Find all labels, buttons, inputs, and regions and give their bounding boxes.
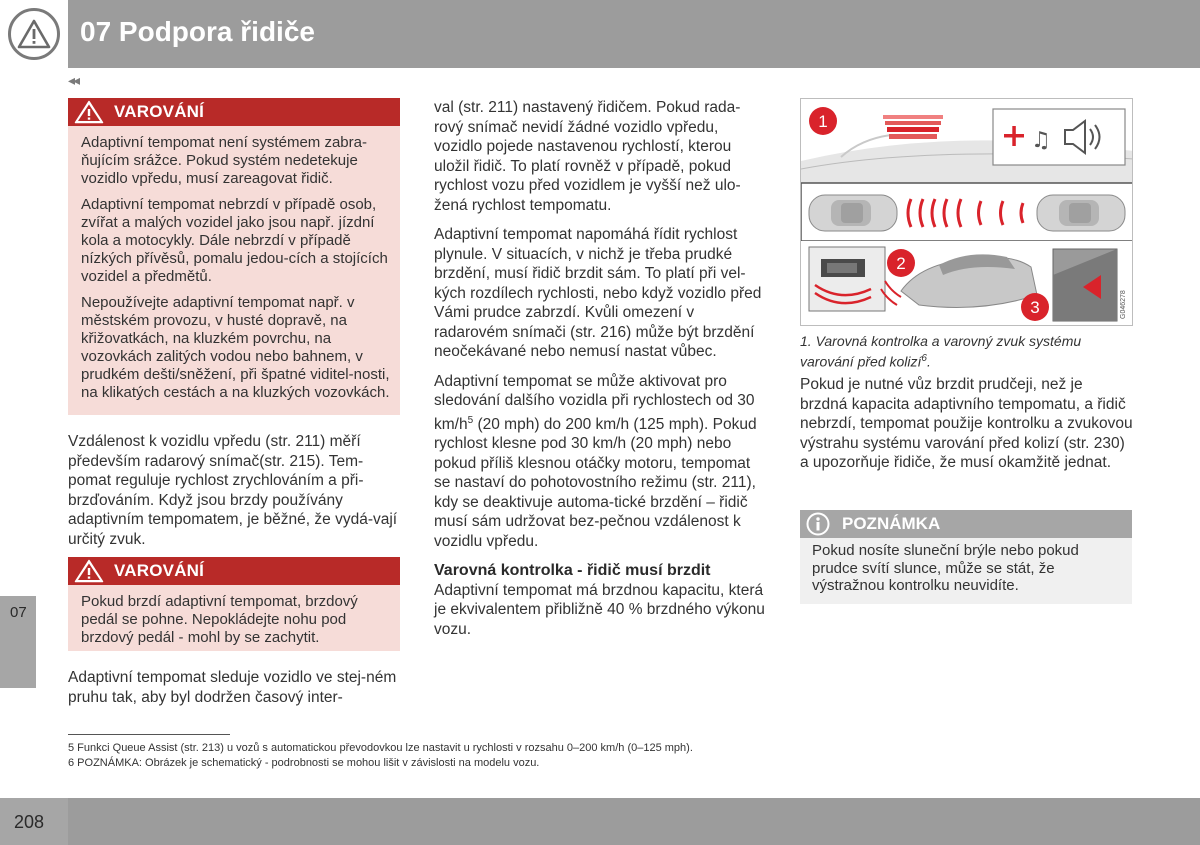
warning-paragraph: Adaptivní tempomat není systémem zabra-ňujícím srážce. Pokud systém nedetekuje vozidlo vpředu, musí zareagovat řidič. bbox=[81, 134, 367, 187]
body-paragraph: Vzdálenost k vozidlu vpředu (str. 211) měří především radarový snímač(str. 215). Tem-pomat reguluje rychlost zrychlováním a při-brzďováním. Když jsou brzdy používány adaptivním tempomatem, je běžné, že vydá-vají určitý zvuk. bbox=[68, 433, 398, 548]
collision-warning-figure bbox=[800, 98, 1133, 326]
body-paragraph bbox=[434, 372, 768, 552]
warning-header bbox=[68, 557, 400, 585]
footnote-item bbox=[68, 741, 693, 756]
callout-2-label: 2 bbox=[896, 254, 906, 273]
note-body: Pokud nosíte sluneční brýle nebo pokud prudce svítí slunce, může se stát, že výstražnou kontrolku neuvidíte. bbox=[812, 542, 1079, 594]
footnote-number: 5 bbox=[68, 742, 75, 754]
callout-3-label: 3 bbox=[1030, 298, 1040, 317]
svg-text:♫: ♫ bbox=[1031, 128, 1051, 153]
own-car-icon bbox=[809, 195, 897, 231]
footnotes bbox=[68, 741, 693, 771]
warning-paragraph: Adaptivní tempomat nebrzdí v případě osob, zvířat a malých vozidel jako jsou např. jízdní kola a motocykly. Dále nebrzdí v případě nízkých přívěsů, pomalu jedou-cích a stojících vozidel a předmětů. bbox=[81, 196, 388, 285]
warning-triangle-icon bbox=[17, 19, 51, 49]
warning-header bbox=[68, 98, 400, 126]
body-paragraph: val (str. 211) nastavený řidičem. Pokud rada-rový snímač nevidí žádné vozidlo vpředu, vozidlo pojede nastavenou rychlostí, kterou uložil řidič. To platí rovněž v případě, pokud rychlost vozu před vozidlem je vyšší než ulo-žená rychlost tempomatu. bbox=[434, 99, 741, 214]
page-number: 208 bbox=[14, 812, 45, 832]
note-header bbox=[800, 510, 1132, 538]
warning-paragraph: Pokud brzdí adaptivní tempomat, brzdový pedál se pohne. Nepokládejte nohu pod brzdový pedál - mohl by se zachytit. bbox=[81, 593, 358, 646]
header-icon-box bbox=[0, 0, 68, 68]
column2 bbox=[434, 98, 768, 649]
warning-circle bbox=[8, 8, 60, 60]
column1-paragraph1-wrap bbox=[68, 432, 400, 559]
callout-1-label: 1 bbox=[818, 112, 828, 131]
front-sensor-inset bbox=[809, 247, 885, 311]
left-margin bbox=[0, 68, 68, 798]
footnote-ref[interactable]: 6 bbox=[921, 353, 927, 364]
caption-text: 1. Varovná kontrolka a varovný zvuk systému varování před kolizí bbox=[800, 333, 1082, 370]
note-title: POZNÁMKA bbox=[842, 514, 941, 533]
footnote-ref[interactable]: 5 bbox=[467, 414, 474, 426]
warning-box-2 bbox=[68, 557, 400, 651]
warning-title: VAROVÁNÍ bbox=[114, 102, 205, 121]
chapter-tab-label: 07 bbox=[10, 604, 27, 621]
column3-text bbox=[800, 375, 1134, 483]
warning-paragraph: Nepoužívejte adaptivní tempomat např. v městském provozu, v husté dopravě, na křižovatkách, na kluzkém povrchu, na vozovkách zalitých vodou nebo bahnem, v prudkém dešti/sněžení, při špatné viditel-nosti, na klikatých cestách a na kluzkých vozovkách. bbox=[81, 294, 390, 401]
warning-triangle-icon bbox=[74, 100, 104, 124]
warning-body bbox=[68, 585, 400, 655]
paragraph-part: Adaptivní tempomat se může aktivovat pro sledování dalšího vozidla při rychlostech od 30 km/h bbox=[434, 372, 755, 433]
footer-band bbox=[0, 798, 1200, 845]
footnote-divider bbox=[68, 734, 230, 735]
warning-triangle-icon bbox=[74, 559, 104, 583]
footnote-text: POZNÁMKA: Obrázek je schematický - podrobnosti se mohou lišit v závislosti na modelu vozu. bbox=[74, 757, 540, 769]
paragraph-part: (20 mph) do 200 km/h (125 mph). Pokud rychlost klesne pod 30 km/h (20 mph) nebo pokud příliš klesnou otáčky motoru, tempomat se nastaví do pohotovostního režimu (str. 211), kdy se deaktivuje automa-tické brzdění – řidič musí sám udržovat bez-pečnou vzdálenost k vozidlu vpředu. bbox=[434, 415, 757, 550]
chapter-title: 07 Podpora řidiče bbox=[80, 16, 315, 47]
windshield-light-inset bbox=[1053, 249, 1117, 321]
info-icon bbox=[806, 512, 830, 536]
figure-code: G046278 bbox=[1120, 290, 1127, 319]
warning-title: VAROVÁNÍ bbox=[114, 561, 205, 580]
footnote-item bbox=[68, 756, 693, 771]
body-paragraph: Adaptivní tempomat napomáhá řídit rychlost plynule. V situacích, v nichž je třeba prudké brzdění, musí řidič brzdit sám. To platí při vel-kých rozdílech rychlosti, nebo když vozidlo před Vámi prudce zabrzdí. Kvůli omezení v radarovém snímači (str. 216) může být brzdění neočekávané nebo nemusí nastat vůbec. bbox=[434, 226, 762, 360]
body-paragraph: Adaptivní tempomat má brzdnou kapacitu, která je ekvivalentem přibližně 40 % brzdného výkonu vozu. bbox=[434, 581, 765, 638]
section-heading: Varovná kontrolka - řidič musí brzdit bbox=[434, 562, 711, 580]
body-paragraph: Adaptivní tempomat sleduje vozidlo ve stej-ném pruhu tak, aby byl dodržen časový inter- bbox=[68, 669, 397, 706]
figure-illustration bbox=[801, 99, 1133, 326]
leading-car-icon bbox=[1037, 195, 1125, 231]
footnote-number: 6 bbox=[68, 757, 75, 769]
note-box bbox=[800, 510, 1132, 604]
warning-box-1 bbox=[68, 98, 400, 415]
caption-end: . bbox=[926, 353, 931, 370]
continued-marker: ◂◂ bbox=[68, 72, 79, 88]
chapter-tab[interactable] bbox=[0, 596, 36, 688]
figure-caption bbox=[800, 333, 1135, 371]
footnote-text: Funkci Queue Assist (str. 213) u vozů s automatickou převodovkou lze nastavit u rychlosti v rozsahu 0–200 km/h (0–125 mph). bbox=[74, 742, 693, 754]
warning-light-icon bbox=[883, 115, 943, 139]
warning-body bbox=[68, 126, 400, 410]
column1-paragraph2-wrap bbox=[68, 668, 400, 717]
body-paragraph: Pokud je nutné vůz brzdit prudčeji, než je brzdná kapacita adaptivního tempomatu, a řidič nebrzdí, tempomat použije kontrolku a zvukovou výstrahu systému varování před kolizí (str. 230) a upozorňuje řidiče, že musí okamžitě jednat. bbox=[800, 376, 1133, 471]
